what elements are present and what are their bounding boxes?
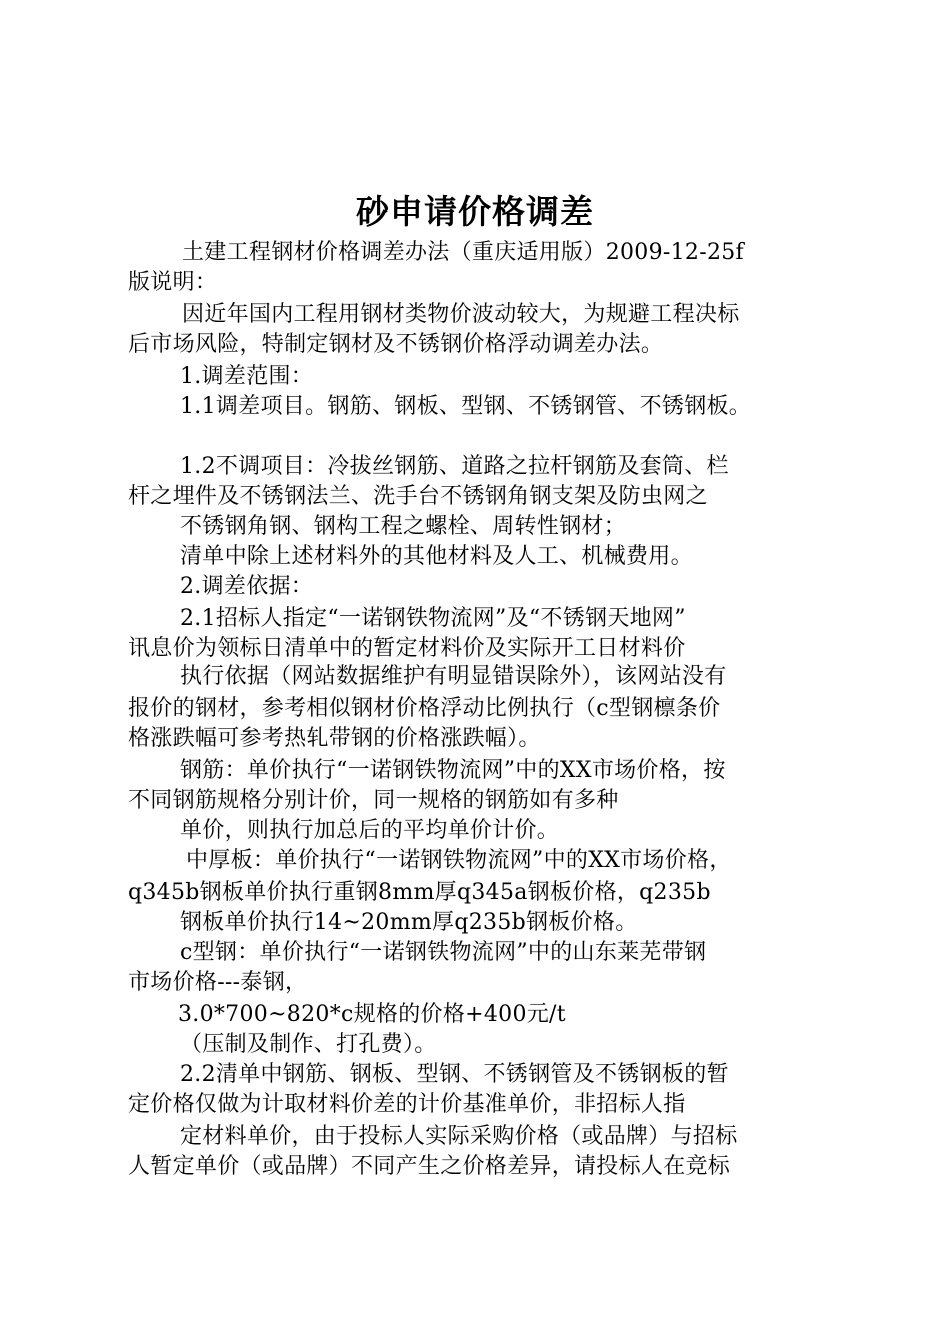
text-line: q345b钢板单价执行重钢8mm厚q345a钢板价格，q235b xyxy=(128,880,711,905)
text-line: 钢筋：单价执行“一诺钢铁物流网”中的XX市场价格，按 xyxy=(180,758,726,783)
text-line: 因近年国内工程用钢材类物价波动较大，为规避工程决标 xyxy=(182,302,740,327)
text-line: 报价的钢材，参考相似钢材价格浮动比例执行（c型钢檩条价 xyxy=(128,696,721,721)
text-line: c型钢：单价执行“一诺钢铁物流网”中的山东莱芜带钢 xyxy=(180,940,707,965)
text-line: （压制及制作、打孔费）。 xyxy=(180,1032,437,1057)
text-line: 2.2清单中钢筋、钢板、型钢、不锈钢管及不锈钢板的暂 xyxy=(180,1062,729,1087)
text-line: 钢板单价执行14~20mm厚q235b钢板价格。 xyxy=(180,910,638,935)
text-line: 版说明： xyxy=(128,270,218,295)
text-line: 定材料单价，由于投标人实际采购价格（或品牌）与招标 xyxy=(180,1124,738,1149)
document-title: 砂申请价格调差 xyxy=(356,192,594,231)
text-line: 清单中除上述材料外的其他材料及人工、机械费用。 xyxy=(180,544,693,569)
text-line: 市场价格---泰钢， xyxy=(128,970,308,995)
text-line: 讯息价为领标日清单中的暂定材料价及实际开工日材料价 xyxy=(128,636,686,661)
text-line: 杆之埋件及不锈钢法兰、洗手台不锈钢角钢支架及防虫网之 xyxy=(128,484,708,509)
text-line: 人暂定单价（或品牌）不同产生之价格差异，请投标人在竞标 xyxy=(128,1154,731,1179)
text-line: 1.2不调项目：冷拔丝钢筋、道路之拉杆钢筋及套筒、栏 xyxy=(180,454,729,479)
text-line: 不锈钢角钢、钢构工程之螺栓、周转性钢材； xyxy=(180,514,627,539)
text-line: 执行依据（网站数据维护有明显错误除外），该网站没有 xyxy=(180,664,727,689)
text-line: 土建工程钢材价格调差办法（重庆适用版）2009-12-25f xyxy=(182,240,744,265)
text-line: 不同钢筋规格分别计价，同一规格的钢筋如有多种 xyxy=(128,788,619,813)
text-line: 定价格仅做为计取材料价差的计价基准单价，非招标人指 xyxy=(128,1092,686,1117)
text-line: 3.0*700~820*c规格的价格+400元/t xyxy=(178,1002,566,1027)
text-line: 1.1调差项目。钢筋、钢板、型钢、不锈钢管、不锈钢板。 xyxy=(180,394,752,419)
text-line: 单价，则执行加总后的平均单价计价。 xyxy=(180,818,560,843)
text-line: 格涨跌幅可参考热轧带钢的价格涨跌幅）。 xyxy=(128,726,541,751)
section-heading: 1.调差范围： xyxy=(180,364,314,389)
text-line: 中厚板：单价执行“一诺钢铁物流网”中的XX市场价格， xyxy=(186,848,732,873)
text-line: 后市场风险，特制定钢材及不锈钢价格浮动调差办法。 xyxy=(128,332,664,357)
section-heading: 2.调差依据： xyxy=(180,574,314,599)
text-line: 2.1招标人指定“一诺钢铁物流网”及“不锈钢天地网” xyxy=(180,606,686,631)
